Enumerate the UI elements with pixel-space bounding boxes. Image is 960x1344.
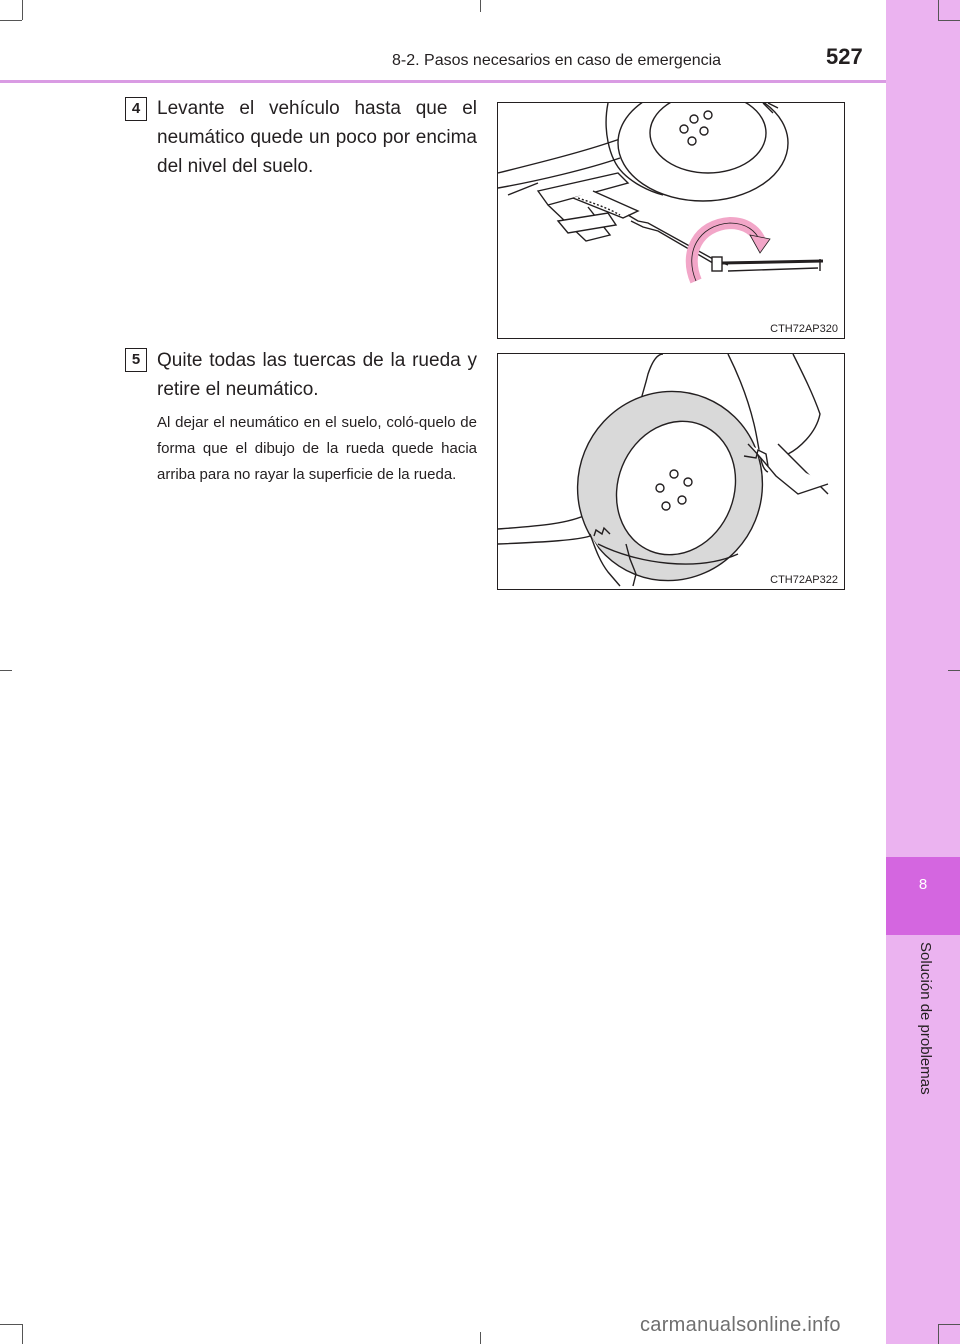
page-number: 527 xyxy=(826,44,863,69)
step-number-badge: 4 xyxy=(125,97,147,121)
crop-mark xyxy=(938,0,939,20)
crop-mark xyxy=(948,670,960,671)
figure-code: CTH72AP320 xyxy=(770,323,838,335)
crop-mark xyxy=(0,670,12,671)
crop-mark xyxy=(22,1324,23,1344)
crop-mark xyxy=(938,1324,939,1344)
step-4-text: Levante el vehículo hasta que el neumático quede un poco por encima del nivel del suelo. xyxy=(157,98,477,177)
step-number-badge: 5 xyxy=(125,348,147,372)
step-5-note: Al dejar el neumático en el suelo, coló-quelo de forma que el dibujo de la rueda quede hacia arriba para no rayar la superficie de la rueda. xyxy=(157,414,477,483)
chapter-title: Solución de problemas xyxy=(917,942,934,1095)
crop-mark xyxy=(480,1332,481,1344)
watermark: carmanualsonline.info xyxy=(640,1314,841,1336)
rotation-arrow xyxy=(692,223,760,281)
jack-illustration xyxy=(498,103,844,338)
section-title: 8-2. Pasos necesarios en caso de emergencia xyxy=(392,52,722,69)
figure-jack-lifting xyxy=(497,102,845,339)
crop-mark xyxy=(938,20,960,21)
crop-mark xyxy=(480,0,481,12)
crop-mark xyxy=(0,1324,22,1325)
crop-mark xyxy=(938,1324,960,1325)
header-rule xyxy=(0,80,886,83)
chapter-number: 8 xyxy=(918,876,928,893)
crop-mark xyxy=(22,0,23,20)
crop-mark xyxy=(0,20,22,21)
chapter-side-tab xyxy=(886,0,960,1344)
step-5-text: Quite todas las tuercas de la rueda y retire el neumático. xyxy=(157,350,477,400)
chapter-number-tab xyxy=(886,857,960,935)
figure-remove-tire xyxy=(497,353,845,590)
tire-removal-illustration xyxy=(498,354,844,589)
figure-code: CTH72AP322 xyxy=(770,574,838,586)
